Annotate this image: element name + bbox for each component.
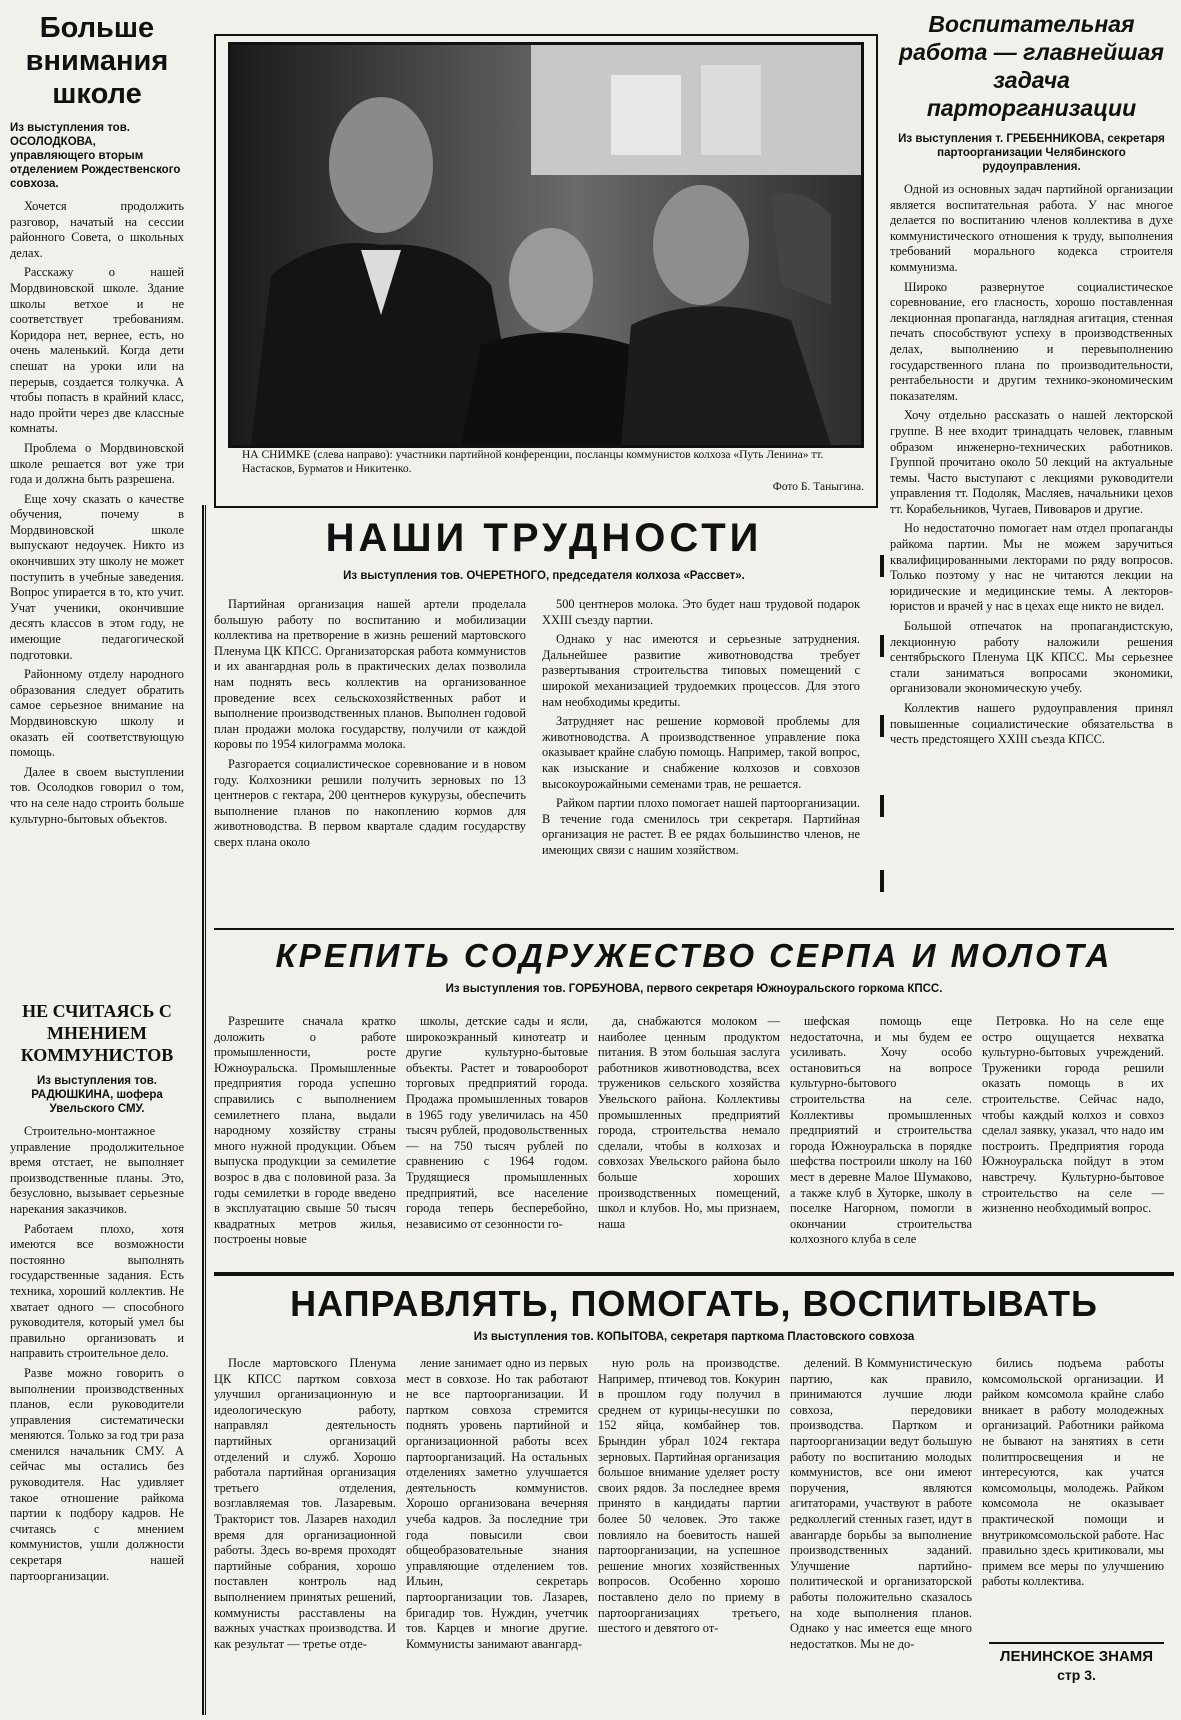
paragraph: Далее в своем выступлении тов. Осолодков говорил о том, что на селе надо строить больше культурно-бытовых объектов. <box>10 764 184 826</box>
paragraph: Но недостаточно помогает нам отдел пропаганды райкома партии. Мы не можем заручиться квалифицированными лекторами по ряду вопросов. Только поэтому у нас не читаются лекции на юридические и медицинские темы. А лекторов-юристов и врачей у нас в цехах еще никто не видел. <box>890 521 1173 614</box>
byline: Из выступления тов. ГОРБУНОВА, первого секретаря Южноуральского горкома КПСС. <box>445 983 943 995</box>
paragraph: Затрудняет нас решение кормовой проблемы для животноводства. А производственное управление пока оказывает крайне слабую помощь. Например, такой вопрос, как изыскание и снабжение колхозов и совхозов высокоурожайными семенами трав, не решается. <box>542 714 860 791</box>
paragraph: Широко развернутое социалистическое соревнование, его гласность, хорошо поставленная лекционная пропаганда, наглядная агитация, стенная печать способствуют успеху в производственных делах, выполнению и перевыполнению государственного плана по производительности, рентабельности и другим технико-экономическим показателям. <box>890 279 1173 403</box>
paragraph: ление занимает одно из первых мест в совхозе. Но так работают не все партоорганизации. И партком совхоза стремится поднять уровень партийной и организационной работы всех партоорганизаций. На остальных отделениях заметно улучшается деятельность коммунистов. Хорошо организована вечерняя учеба кадров. За последние три года повысили свои общеобразовательные знания управляющие отделением тов. Ильин, секретарь партоорганизации тов. Лазарев, бригадир тов. Нуждин, учетчик тов. Карцев и многие другие. Коммунисты занимают авангард- <box>406 1356 588 1651</box>
text-column <box>598 1014 780 1236</box>
paragraph: Хочу отдельно рассказать о нашей лекторской группе. В нее входит тринадцать человек, главным образом инженерно-технических работников. Группой прочитано около 50 лекций на актуальные темы. Часто выступают с лекциями руководители управления тт. Подоляк, Масляев, начальники цехов тт. Корабельников, Чугаев, Пивоваров и другие. <box>890 408 1173 516</box>
byline: Из выступления тов. ОСОЛОДКОВА, управляющего вторым отделением Рождественского совхоза. <box>10 122 181 190</box>
paragraph: Райком партии плохо помогает нашей партоорганизации. В течение года сменилось три секретаря. Партийная организация не растет. В ее рядах большинство членов, не имеющих связи с нашим хозяйством. <box>542 796 860 857</box>
paragraph: Хочется продолжить разговор, начатый на сессии районного Совета, о школьных делах. <box>10 199 184 260</box>
newspaper-name: ЛЕНИНСКОЕ ЗНАМЯ <box>999 1648 1154 1665</box>
rule-marker <box>880 635 884 657</box>
paragraph: Районному отделу народного образования следует обратить самое серьезное внимание на Мордвиновскую школу и оказать ей соответствующую помощь. <box>10 667 184 760</box>
byline: Из выступления т. ГРЕБЕННИКОВА, секретаря партоорганизации Челябинского рудоуправления. <box>898 133 1165 173</box>
byline: Из выступления тов. РАДЮШКИНА, шофера Увельского СМУ. <box>31 1075 163 1115</box>
photo-credit: Фото Б. Таныгина. <box>772 481 864 493</box>
paragraph: бились подъема работы комсомольской организации. И райком комсомола крайне слабо вникает в работу молодежных организаций. Работники райкома не бывают на занятиях в сети политпросвещения и не интересуются, как учатся комсомольцы, молодежь. Райком комсомола не оказывает практической помощи и внутрикомсомольской работе. Нас правильно здесь критиковали, мы примем все меры по улучшению работы коллектива. <box>982 1356 1164 1589</box>
paragraph: Разрешите сначала кратко доложить о работе промышленности, росте Южноуральска. Промышленные предприятия города успешно справились с выполнением семилетнего плана, выдали народному хозяйству страны много нужной продукции. Объем выпуска продукции за семилетие возрос в два с половиной раза. За годы семилетки в городе введено в эксплуатацию свыше 50 тысяч квадратных метров жилья, построены новые <box>214 1014 396 1247</box>
paragraph: Строительно-монтажное управление продолжительное время отстает, не выполняет производственные планы. Это, безусловно, вызывает серьезные нарекания заказчиков. <box>10 1124 184 1216</box>
paragraph: школы, детские сады и ясли, широкоэкранный кинотеатр и другие культурно-бытовые объекты. Растет и товарооборот торговых предприятий города. Продажа промышленных товаров в 1965 году увеличилась на 450 тысяч рублей, продовольственных — на 750 тысяч рублей по сравнению с 1964 годом. Трудящиеся промышленных предприятий, все население города теперь бесперебойно, независимо от сезонности го- <box>406 1014 588 1231</box>
photo-frame <box>214 34 878 508</box>
paragraph: Большой отпечаток на пропагандистскую, лекционную работу наложили решения сентябрьского Пленума ЦК КПСС. Мы серьезнее стали заниматься вопросами экономики, организовали экономическую учебу. <box>890 619 1173 696</box>
text-column <box>982 1356 1164 1636</box>
article-body <box>890 182 1173 748</box>
photo-caption <box>242 448 842 476</box>
text-column <box>598 1356 780 1641</box>
headline: НАШИ ТРУДНОСТИ <box>325 516 763 560</box>
text-column <box>406 1014 588 1236</box>
paragraph: Одной из основных задач партийной организации является воспитательная работа. У нас многое делается по воспитанию членов коллектива в духе коммунистического отношения к труду, выполнения требований морального кодекса строителя коммунизма. <box>890 182 1173 274</box>
byline: Из выступления тов. ОЧЕРЕТНОГО, председателя колхоза «Рассвет». <box>343 570 745 582</box>
headline: НАПРАВЛЯТЬ, ПОМОГАТЬ, ВОСПИТЫВАТЬ <box>290 1283 1098 1324</box>
paragraph: Однако у нас имеются и серьезные затруднения. Дальнейшее развитие животноводства требует развертывания строительства типовых помещений с широкой механизацией трудоемких процессов. Для этого нам необходимы кредиты. <box>542 632 860 709</box>
paragraph: Проблема о Мордвиновской школе решается вот уже три года и должна быть разрешена. <box>10 440 184 487</box>
rule-marker <box>880 715 884 737</box>
text-column <box>214 1014 396 1252</box>
paragraph: Расскажу о нашей Мордвиновской школе. Здание школы ветхое и не соответствует требованиям. Коридора нет, вернее, есть, но очень маленький. Когда дети спешат на уроки или на перерыв, создается толкучка. А чтобы попасть в крайний класс, надо пройти через две классные комнаты. <box>10 265 184 436</box>
caption-text: НА СНИМКЕ (слева направо): участники партийной конференции, посланцы коммунистов колхоза «Путь Ленина» тт. Настасков, Бурматов и Никитенко. <box>242 449 824 475</box>
column-rule <box>205 505 206 1715</box>
paragraph: Разгорается социалистическое соревнование и в новом году. Колхозники решили получить зерновых по 13 центнеров с гектара, 200 центнеров кукурузы, обеспечить выполнение планов по накоплению кормов для животноводства. В первом квартале сдадим государству сверх плана около <box>214 756 526 849</box>
paragraph: шефская помощь еще недостаточна, и мы будем ее усиливать. Хочу особо остановиться на вопросе культурно-бытового строительства на селе. Коллективы промышленных предприятий и строительства города Южноуральска в порядке шефства построили школу на 160 мест в деревне Малое Шумаково, а также клуб в Хуторке, школу в поселке Нагорном, помогли в окончании строительства колхозного клуба в селе <box>790 1014 972 1247</box>
column-rule <box>202 505 204 1715</box>
photo <box>228 42 864 448</box>
rule-marker <box>880 870 884 892</box>
text-column <box>406 1356 588 1656</box>
paragraph: Работаем плохо, хотя имеются все возможности постоянно выполнять государственные задания. Есть техника, хороший коллектив. Не хватает одного — способного руководителя, который умел бы правильно организовать и направить строительное дело. <box>10 1221 184 1361</box>
text-column <box>982 1014 1164 1221</box>
text-column <box>214 1356 396 1656</box>
byline: Из выступления тов. КОПЫТОВА, секретаря парткома Пластовского совхоза <box>473 1331 915 1343</box>
article-ne-schitayas <box>10 1000 184 1710</box>
text-column <box>790 1356 972 1656</box>
article-bolshe-vnimaniya <box>10 6 184 906</box>
headline: НЕ СЧИТАЯСЬ С МНЕНИЕМ КОММУНИСТОВ <box>20 1001 174 1065</box>
paragraph: Еще хочу сказать о качестве обучения, почему в Мордвиновской школе выпускают недоучек. Никто из окончивших эту школу не может поступить в учебные заведения. Вопрос упирается в то, кто учит. Учат ученики, окончившие десять классов в этом году, не имеющие педагогической подготовки. <box>10 491 184 662</box>
article-napravlyat <box>214 1282 1174 1716</box>
article-body <box>10 199 184 827</box>
article-vospitatelnaya <box>890 10 1173 910</box>
paragraph: делений. В Коммунистическую партию, как правило, принимаются лучшие люди совхоза, передовики производства. Партком и партоорганизации ведут большую работу по воспитанию молодых коммунистов, все они имеют поручения, являются агитаторами, участвуют в работе редколлегий стенных газет, идут в авангарде борьбы за выполнение производственных заданий. Улучшение партийно-политической и организаторской работы положительно сказалось на ходе выполнения планов. Однако у нас имеется еще много недостатков. Мы не до- <box>790 1356 972 1651</box>
paragraph: Разве можно говорить о выполнении производственных планов, если руководители управления систематически меняются. Только за год три раза сменился начальник СМУ. А сейчас мы остались без руководителя. Нас удивляет такое отношение райкома партии к подбору кадров. Не считаясь с мнением коммунистов, ушли должности секретаря нашей партоорганизации. <box>10 1365 184 1583</box>
text-column <box>542 597 860 863</box>
headline: Воспитательная работа — главнейшая задача парторганизации <box>899 11 1164 121</box>
text-column <box>790 1014 972 1252</box>
article-nashi-trudnosti <box>214 515 874 925</box>
article-body <box>10 1124 184 1584</box>
text-column <box>214 597 526 855</box>
paragraph: Партийная организация нашей артели проделала большую работу по воспитанию и мобилизации коллектива на претворение в жизнь решений мартовского Пленума ЦК КПСС. Организаторская работа коммунистов и их авангардная роль в практических делах позволила нам поднять весь коллектив на организованное проведение всех сельскохозяйственных работ и выполнение производственных планов. Выполнен годовой план продажи молока государству, получили от каждой коровы по 1954 килограмма молока. <box>214 597 526 752</box>
headline: Больше внимания школе <box>25 12 169 110</box>
source-box <box>989 1642 1164 1684</box>
photo-image <box>231 45 861 445</box>
page-number: стр 3. <box>1057 1667 1096 1683</box>
paragraph: После мартовского Пленума ЦК КПСС партком совхоза улучшил организационную и идеологическую работу, направлял деятельность партийных организаций отделений и служб. Хорошо работала партийная организация третьего отделения, возглавляемая тов. Лазаревым. Тракторист тов. Лазарев находил время для организационной работы. Здесь во-время проходят партийные собрания, хорошо поставлен контроль над выполнением принятых решений, коммунисты расставлены на важных участках производства. И как результат — третье отде- <box>214 1356 396 1651</box>
paragraph: да, снабжаются молоком — наиболее ценным продуктом питания. В этом большая заслуга работников животноводства, всех тружеников сельского хозяйства Увельского района. Коллективы промышленных предприятий города, строительства немало сделали, чтобы в колхозах и совхозах Увельского района было больше хороших производственных помещений, школ и клубов. Но, мы признаем, наша <box>598 1014 780 1231</box>
paragraph: Петровка. Но на селе еще остро ощущается нехватка культурно-бытовых учреждений. Труженики города решили оказать помощь в их строительстве. Сейчас надо, чтобы каждый колхоз и совхоз сделал заявку, указал, что надо им построить. Предприятия города Южноуральска пойдут в этом навстречу. Культурно-бытовое строительство на селе — жизненно необходимый вопрос. <box>982 1014 1164 1216</box>
paragraph: 500 центнеров молока. Это будет наш трудовой подарок XXIII съезду партии. <box>542 597 860 627</box>
rule-marker <box>880 555 884 577</box>
paragraph: Коллектив нашего рудоуправления принял повышенные социалистические обязательства в честь предстоящего XXIII съезда КПСС. <box>890 701 1173 747</box>
headline: КРЕПИТЬ СОДРУЖЕСТВО СЕРПА И МОЛОТА <box>275 937 1113 974</box>
rule-marker <box>880 795 884 817</box>
section-rule <box>214 928 1174 930</box>
article-krepit-sodruzhestvo <box>214 936 1174 1266</box>
paragraph: ную роль на производстве. Например, птичевод тов. Кокурин в прошлом году получил в среднем от курицы-несушки по 152 яйца, комбайнер тов. Брындин убрал 1024 гектара зерновых. Партийная организация большое внимание уделяет росту своих рядов. За последнее время принято в кандидаты партии более 50 человек. Это также повлияло на боевитость нашей партоорганизации, на успешное решение многих хозяйственных вопросов. Особенно хорошо поставлено дело по приему в партоорганизациях третьего, шестого и девятого от- <box>598 1356 780 1636</box>
section-rule <box>214 1272 1174 1276</box>
